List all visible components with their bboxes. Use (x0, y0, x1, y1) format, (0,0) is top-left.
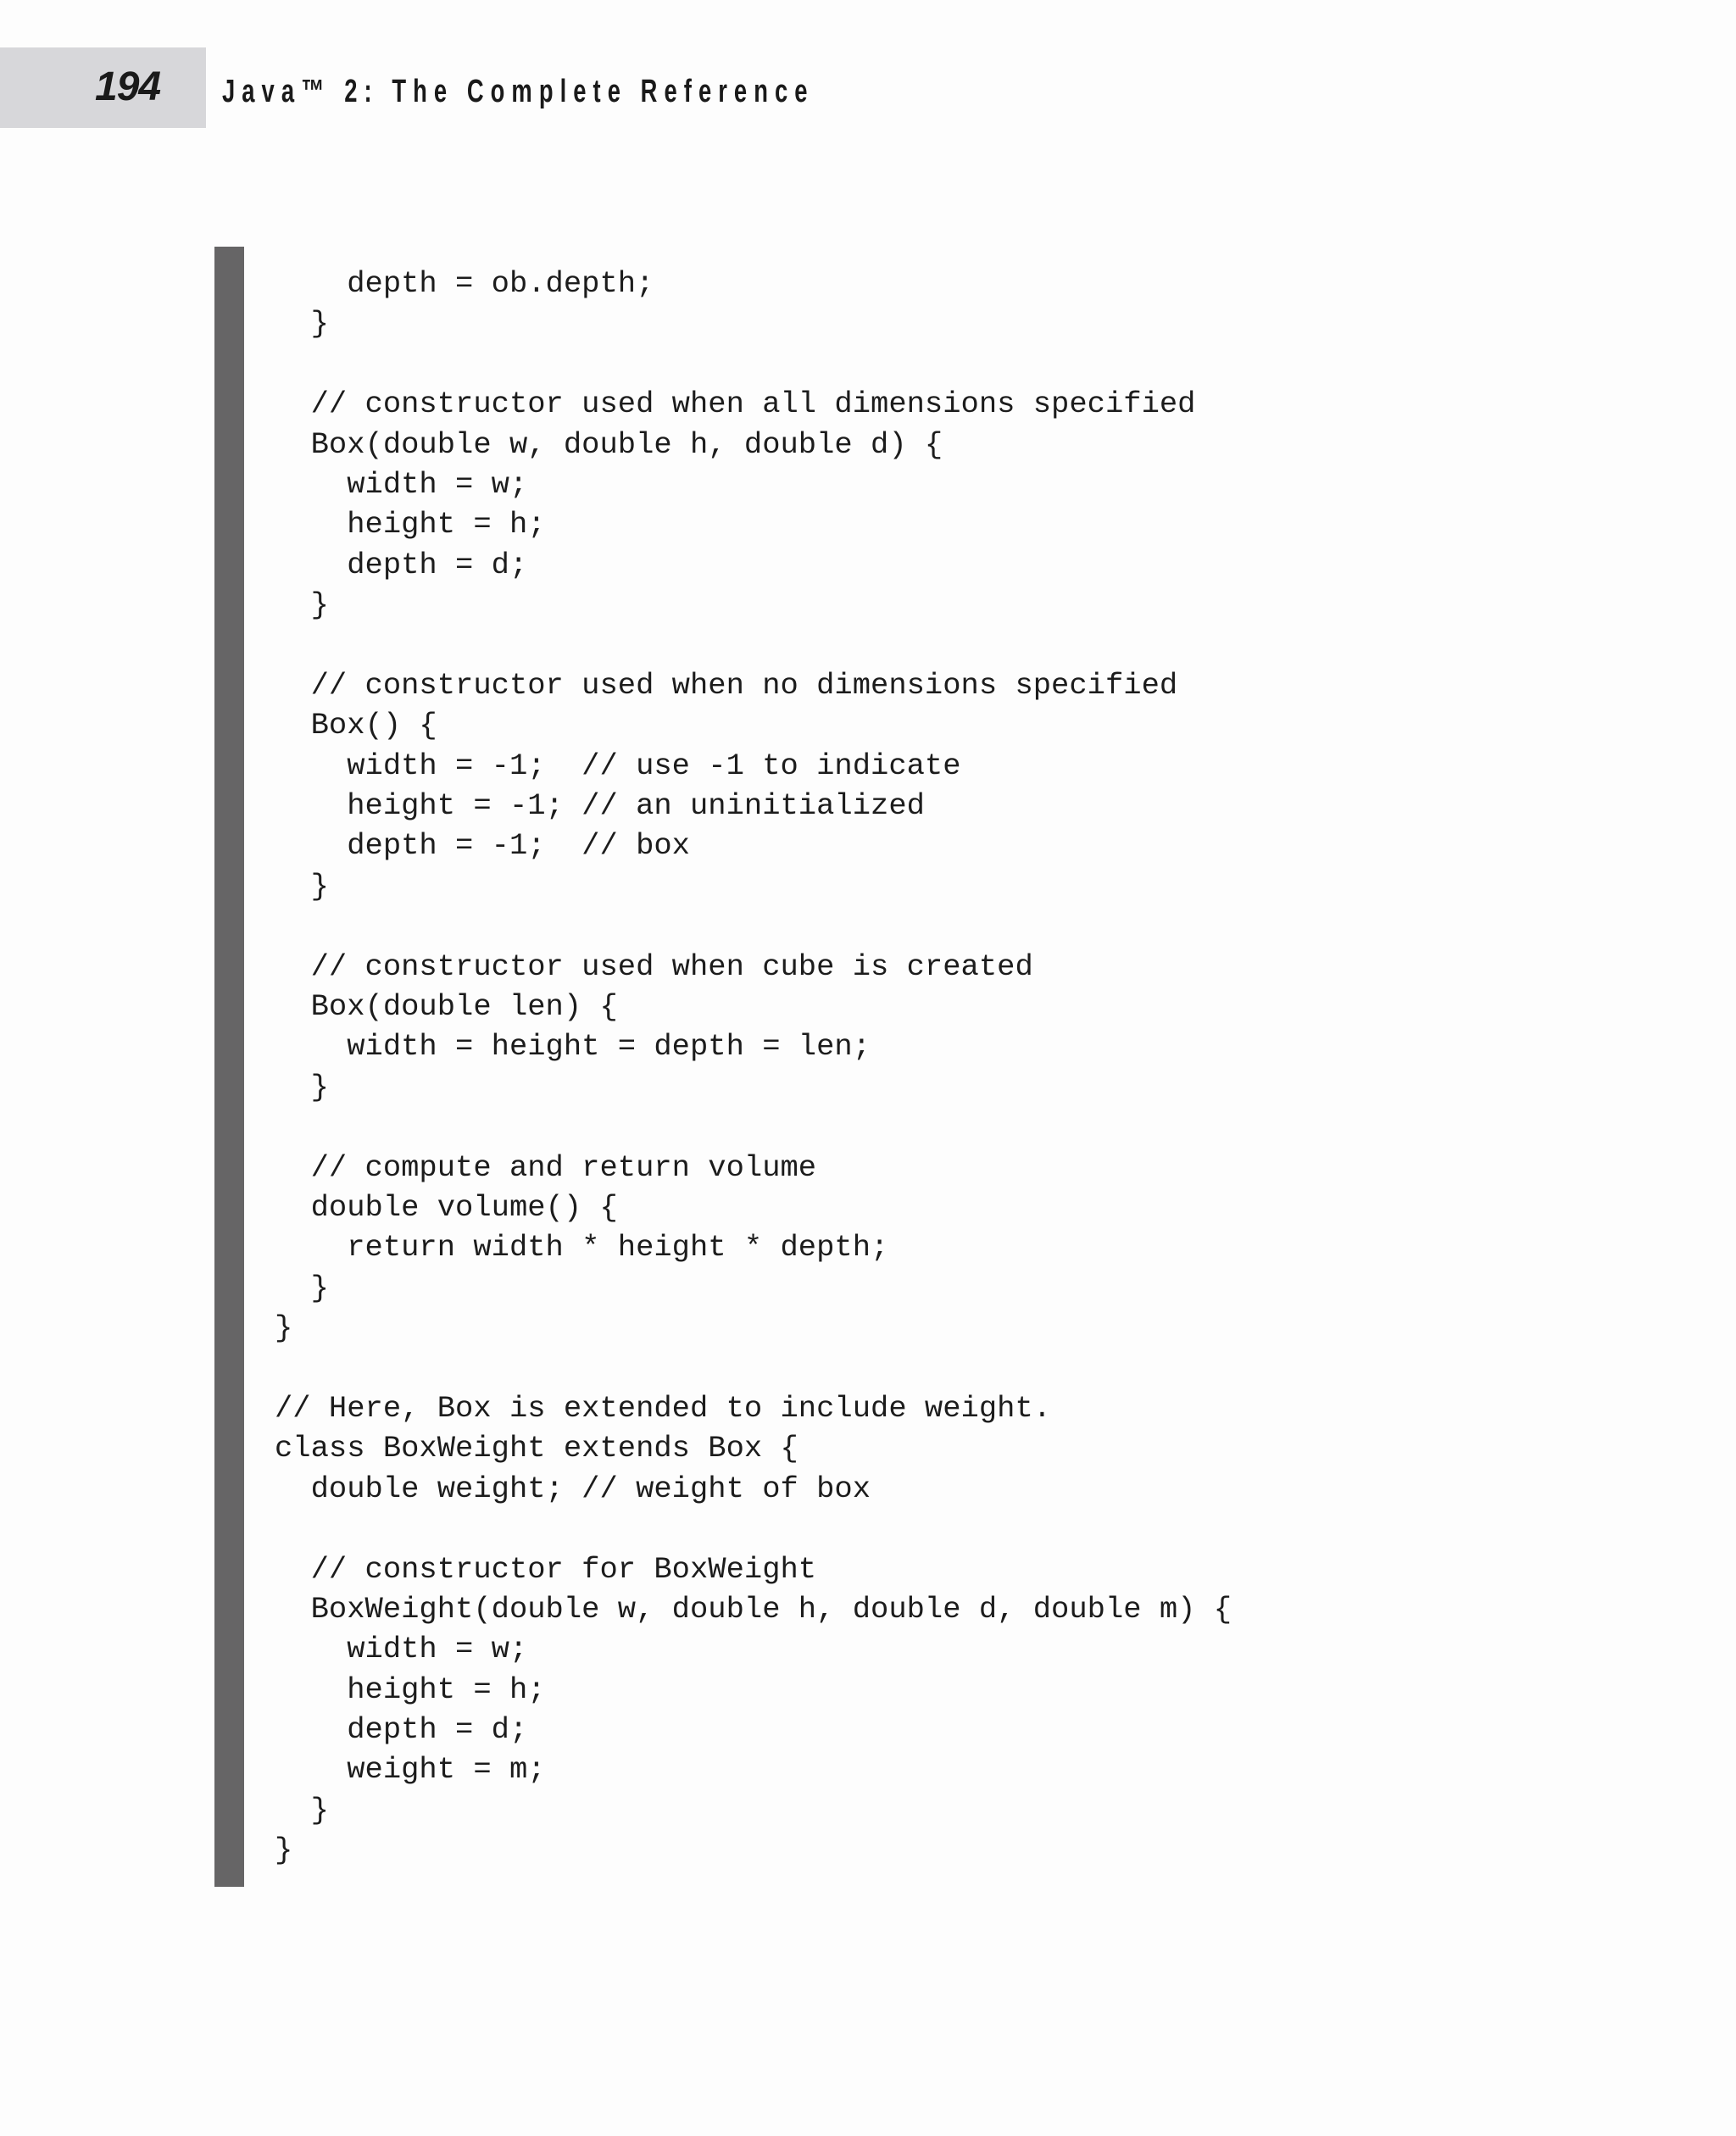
code-line (275, 906, 1232, 946)
running-head: Java™ 2: The Complete Reference (222, 74, 815, 109)
code-line: width = w; (275, 466, 528, 502)
code-line: } (275, 1833, 293, 1868)
code-line: weight = m; (275, 1752, 546, 1788)
code-line: Box(double len) { (275, 989, 618, 1025)
code-line: Box() { (275, 708, 437, 743)
page-number: 194 (95, 64, 161, 109)
code-line: } (275, 587, 329, 623)
code-line: depth = -1; // box (275, 828, 690, 864)
code-line: width = -1; // use -1 to indicate (275, 748, 961, 783)
code-line: height = -1; // an uninitialized (275, 788, 925, 824)
code-line: // constructor used when all dimensions specified (275, 387, 1196, 422)
code-listing (275, 264, 1232, 1871)
code-line: // constructor used when cube is created (275, 948, 1033, 984)
code-line: height = h; (275, 507, 546, 542)
code-line: } (275, 868, 329, 904)
code-line: double weight; // weight of box (275, 1471, 871, 1506)
code-line: depth = d; (275, 1712, 528, 1748)
code-line: } (275, 1270, 329, 1305)
code-line: } (275, 1069, 329, 1104)
code-line: Box(double w, double h, double d) { (275, 426, 943, 462)
code-line: } (275, 306, 329, 342)
code-line: depth = d; (275, 547, 528, 582)
code-line: class BoxWeight extends Box { (275, 1431, 798, 1466)
code-line: // Here, Box is extended to include weight. (275, 1390, 1052, 1426)
code-line: width = w; (275, 1632, 528, 1667)
code-line: depth = ob.depth; (275, 266, 654, 301)
code-line: // constructor used when no dimensions specified (275, 667, 1178, 703)
code-line: } (275, 1310, 293, 1346)
code-line: return width * height * depth; (275, 1230, 889, 1265)
code-line: } (275, 1792, 329, 1827)
code-line: double volume() { (275, 1189, 618, 1225)
code-line: height = h; (275, 1672, 546, 1707)
code-line (275, 1509, 1232, 1549)
code-listing-bar (214, 247, 244, 1887)
code-line (275, 1107, 1232, 1147)
code-line (275, 626, 1232, 665)
code-line (275, 1349, 1232, 1388)
code-line (275, 344, 1232, 384)
code-line: BoxWeight(double w, double h, double d, double m) { (275, 1591, 1232, 1627)
code-line: // compute and return volume (275, 1149, 817, 1185)
code-line: width = height = depth = len; (275, 1029, 871, 1065)
code-line: // constructor for BoxWeight (275, 1551, 817, 1587)
